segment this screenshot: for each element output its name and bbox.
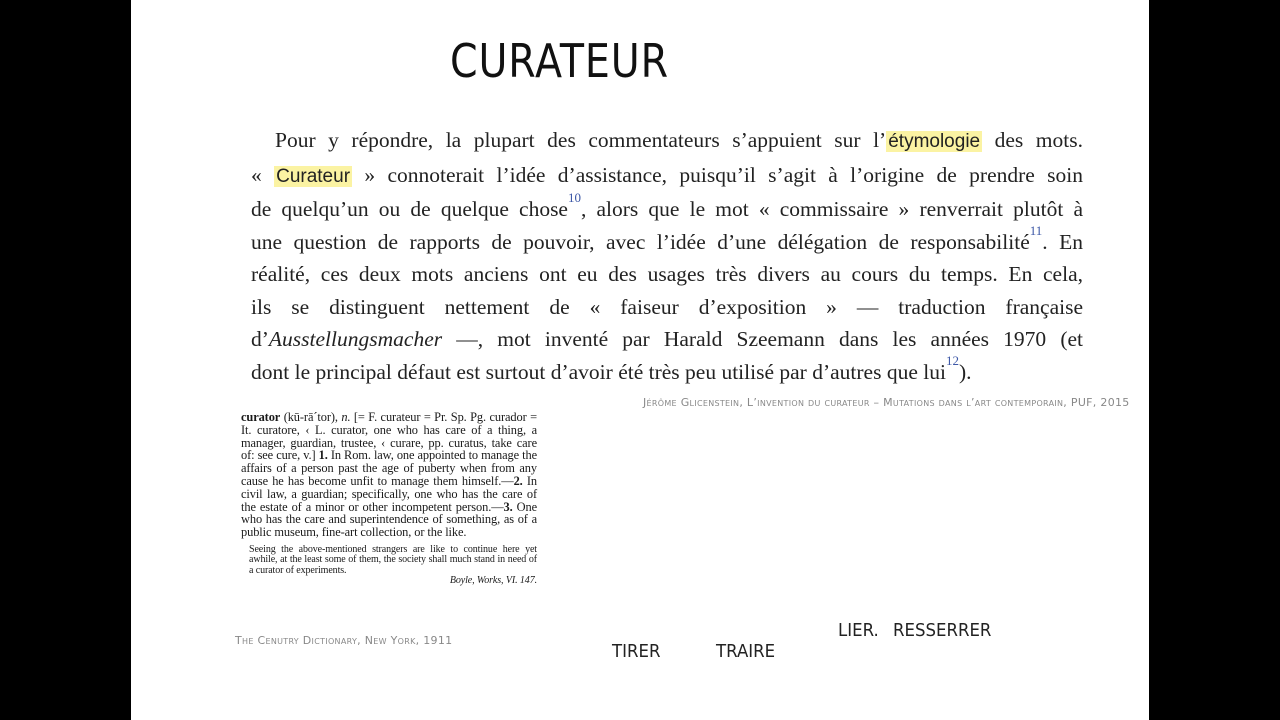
- footnote-10: 10: [567, 190, 581, 205]
- highlight-etymologie: étymologie: [888, 131, 981, 152]
- word-lier: LIER.: [838, 620, 879, 641]
- quote-line-5: réalité, ces deux mots anciens ont eu des usages très divers au cours du temps. En cela,: [251, 262, 1083, 286]
- slide: [131, 0, 1149, 720]
- dictionary-entry: [241, 411, 537, 587]
- quote-line-4: une question de rapports de pouvoir, avec l’idée d’une délégation de responsabilité$^{11}$. En: [251, 222, 1083, 254]
- quote-source-caption: Jérôme Glicenstein, L’invention du curateur – Mutations dans l’art contemporain, PUF, 2015: [643, 396, 1130, 409]
- quote-line-6: ils se distinguent nettement de « faiseur d’exposition » — traduction française: [251, 294, 1083, 319]
- word-traire: TRAIRE: [716, 641, 776, 662]
- dictionary-headword: curator: [241, 410, 281, 424]
- word-resserrer: RESSERRER: [893, 620, 992, 641]
- dictionary-citation-source: Boyle, Works, VI. 147.: [449, 575, 537, 587]
- slide-title: CURATEUR: [450, 34, 669, 88]
- footnote-12: 12: [945, 352, 959, 368]
- quote-block: [251, 124, 1083, 388]
- word-tirer: TIRER: [612, 641, 661, 662]
- dictionary-definition: curator (kū-rā´tor), n. [= F. curateur = Pr. Sp. Pg. curador = It. curatore, ‹ L. curator, one who has care of a thing, a manager, guardian, trustee, ‹ curare, pp. curatus, take care of: see cure, v.] 1. In Rom. law, one appointed to manage the affairs of a person past the age of puberty when from any cause he has become unfit to manage them himself.—2. In civil law, a guardian; specifically, one who has the care of the estate of a minor or other incompetent person.—3. One who has the care and superintendence of something, as of a public museum, fine-art collection, or the like.: [241, 410, 537, 540]
- quote-line-2: « Curateur » connoterait l’idée d’assistance, puisqu’il s’agit à l’origine de prendre soin: [251, 162, 1083, 187]
- quote-line-8: dont le principal défaut est surtout d’avoir été très peu utilisé par d’autres que lui$^{12}$).: [251, 352, 972, 384]
- footnote-11: 11: [1029, 222, 1043, 238]
- highlight-curateur: Curateur: [276, 165, 351, 187]
- quote-line-7: d’Ausstellungsmacher —, mot inventé par Harald Szeemann dans les années 1970 (et: [251, 327, 1083, 351]
- dictionary-source-caption: The Cenutry Dictionary, New York, 1911: [235, 634, 453, 647]
- quote-line-3: de quelqu’un ou de quelque chose$^{10}$, alors que le mot « commissaire » renverrait plutôt à: [251, 190, 1083, 221]
- quote-line-1: Pour y répondre, la plupart des commentateurs s’appuient sur l’ étymologie des mots.: [275, 128, 1083, 152]
- dictionary-citation: Seeing the above-mentioned strangers are like to continue here yet awhile, at the least some of them, the society shall much stand in need of a curator of experiments. Boyle, Works, VI. 147.: [249, 543, 537, 587]
